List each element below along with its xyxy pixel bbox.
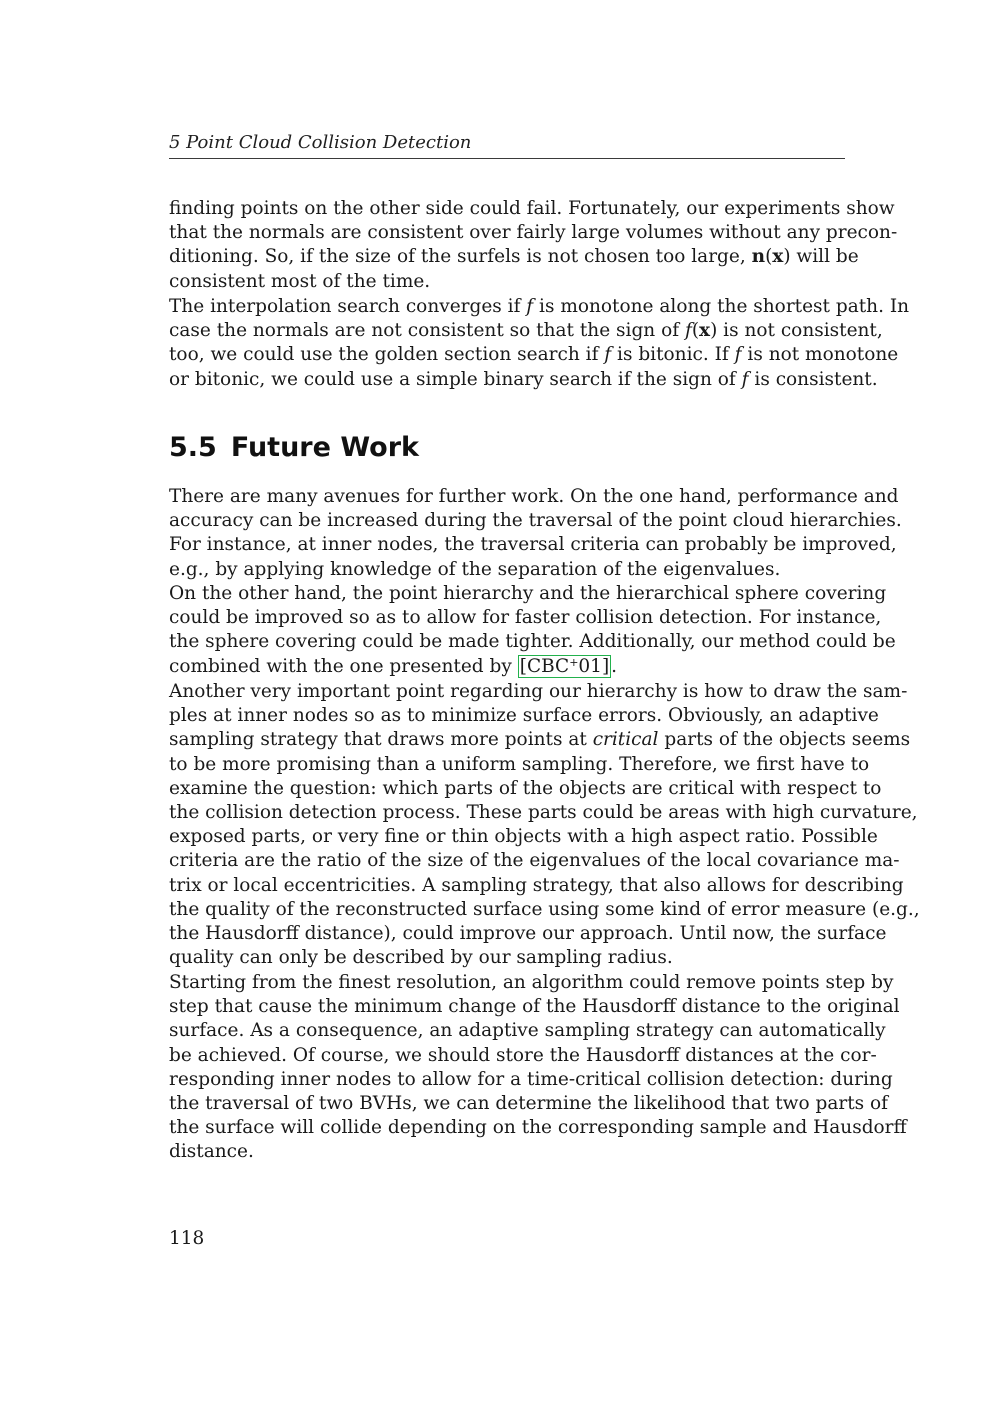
text-line: surface. As a consequence, an adaptive sampling strategy can automatically: [169, 1020, 886, 1042]
text-line: that the normals are consistent over fairly large volumes without any precon-: [169, 222, 898, 244]
text-line: accuracy can be increased during the traversal of the point cloud hierarchies.: [169, 510, 902, 532]
citation-link[interactable]: [CBC+01]: [519, 655, 610, 677]
text-line: finding points on the other side could fail. Fortunately, our experiments show: [169, 198, 895, 219]
header-rule: [169, 158, 845, 159]
text-line: or bitonic, we could use a simple binary search if the sign of f is consistent.: [169, 368, 878, 390]
text-line: On the other hand, the point hierarchy and the hierarchical sphere covering: [169, 583, 887, 604]
text-line: case the normals are not consistent so that the sign of f(x) is not consistent,: [169, 320, 883, 342]
text-line: consistent most of the time.: [169, 270, 431, 292]
citation-key: CBC: [526, 655, 570, 677]
text-line: be achieved. Of course, we should store the Hausdorff distances at the cor-: [169, 1044, 877, 1066]
paragraph-3: [169, 485, 902, 582]
text-line: the Hausdorff distance), could improve our approach. Until now, the surface: [169, 922, 887, 944]
section-title: Future Work: [230, 432, 419, 463]
text-line: the quality of the reconstructed surface using some kind of error measure (e.g.,: [169, 898, 920, 920]
paragraph-4: [169, 582, 896, 679]
text-line: too, we could use the golden section search if f is bitonic. If f is not monotone: [169, 344, 899, 366]
paragraph-5: [169, 680, 920, 970]
text-line: quality can only be described by our sampling radius.: [169, 947, 673, 969]
text-line: e.g., by applying knowledge of the separation of the eigenvalues.: [169, 558, 781, 580]
text-line: the surface will collide depending on the corresponding sample and Hausdorff: [169, 1117, 907, 1139]
text-line: criteria are the ratio of the size of the eigenvalues of the local covariance ma-: [169, 850, 900, 872]
citation-sup: +: [569, 655, 579, 669]
paragraph-2: [169, 295, 910, 392]
text-line: examine the question: which parts of the objects are critical with respect to: [169, 777, 882, 799]
section-heading: [169, 431, 419, 465]
text-line: sampling strategy that draws more points at critical parts of the objects seems: [169, 729, 911, 751]
text-line: There are many avenues for further work. On the one hand, performance and: [169, 486, 899, 507]
text-line: trix or local eccentricities. A sampling strategy, that also allows for describing: [169, 874, 904, 896]
text-line: combined with the one presented by [CBC+01] .: [169, 655, 618, 677]
text-line: step that cause the minimum change of the Hausdorff distance to the original: [169, 996, 900, 1018]
paragraph-6: [169, 971, 907, 1165]
text-line: The interpolation search converges if f is monotone along the shortest path. In: [169, 296, 910, 317]
text-fragment: combined with the one presented by: [169, 655, 512, 677]
text-line: For instance, at inner nodes, the traversal criteria can probably be improved,: [169, 534, 897, 556]
text-line: the sphere covering could be made tighter. Additionally, our method could be: [169, 631, 896, 653]
text-line: ditioning. So, if the size of the surfels is not chosen too large, n(x) will be: [169, 246, 859, 268]
text-line: ples at inner nodes so as to minimize surface errors. Obviously, an adaptive: [169, 705, 879, 727]
citation-year: 01: [578, 655, 602, 677]
text-line: exposed parts, or very fine or thin objects with a high aspect ratio. Possible: [169, 826, 878, 848]
section-number: 5.5: [169, 432, 217, 463]
text-line: responding inner nodes to allow for a time-critical collision detection: during: [169, 1068, 893, 1090]
paragraph-1: [169, 197, 898, 294]
text-line: could be improved so as to allow for faster collision detection. For instance,: [169, 607, 882, 629]
text-line: distance.: [169, 1141, 254, 1163]
running-head: 5 Point Cloud Collision Detection: [169, 132, 472, 153]
text-line: the traversal of two BVHs, we can determine the likelihood that two parts of: [169, 1092, 889, 1114]
text-line: Another very important point regarding our hierarchy is how to draw the sam-: [169, 681, 908, 702]
text-line: Starting from the finest resolution, an algorithm could remove points step by: [169, 972, 894, 993]
text-line: the collision detection process. These parts could be areas with high curvature,: [169, 801, 918, 823]
page-number: 118: [169, 1228, 205, 1249]
text-line: to be more promising than a uniform sampling. Therefore, we first have to: [169, 753, 870, 775]
